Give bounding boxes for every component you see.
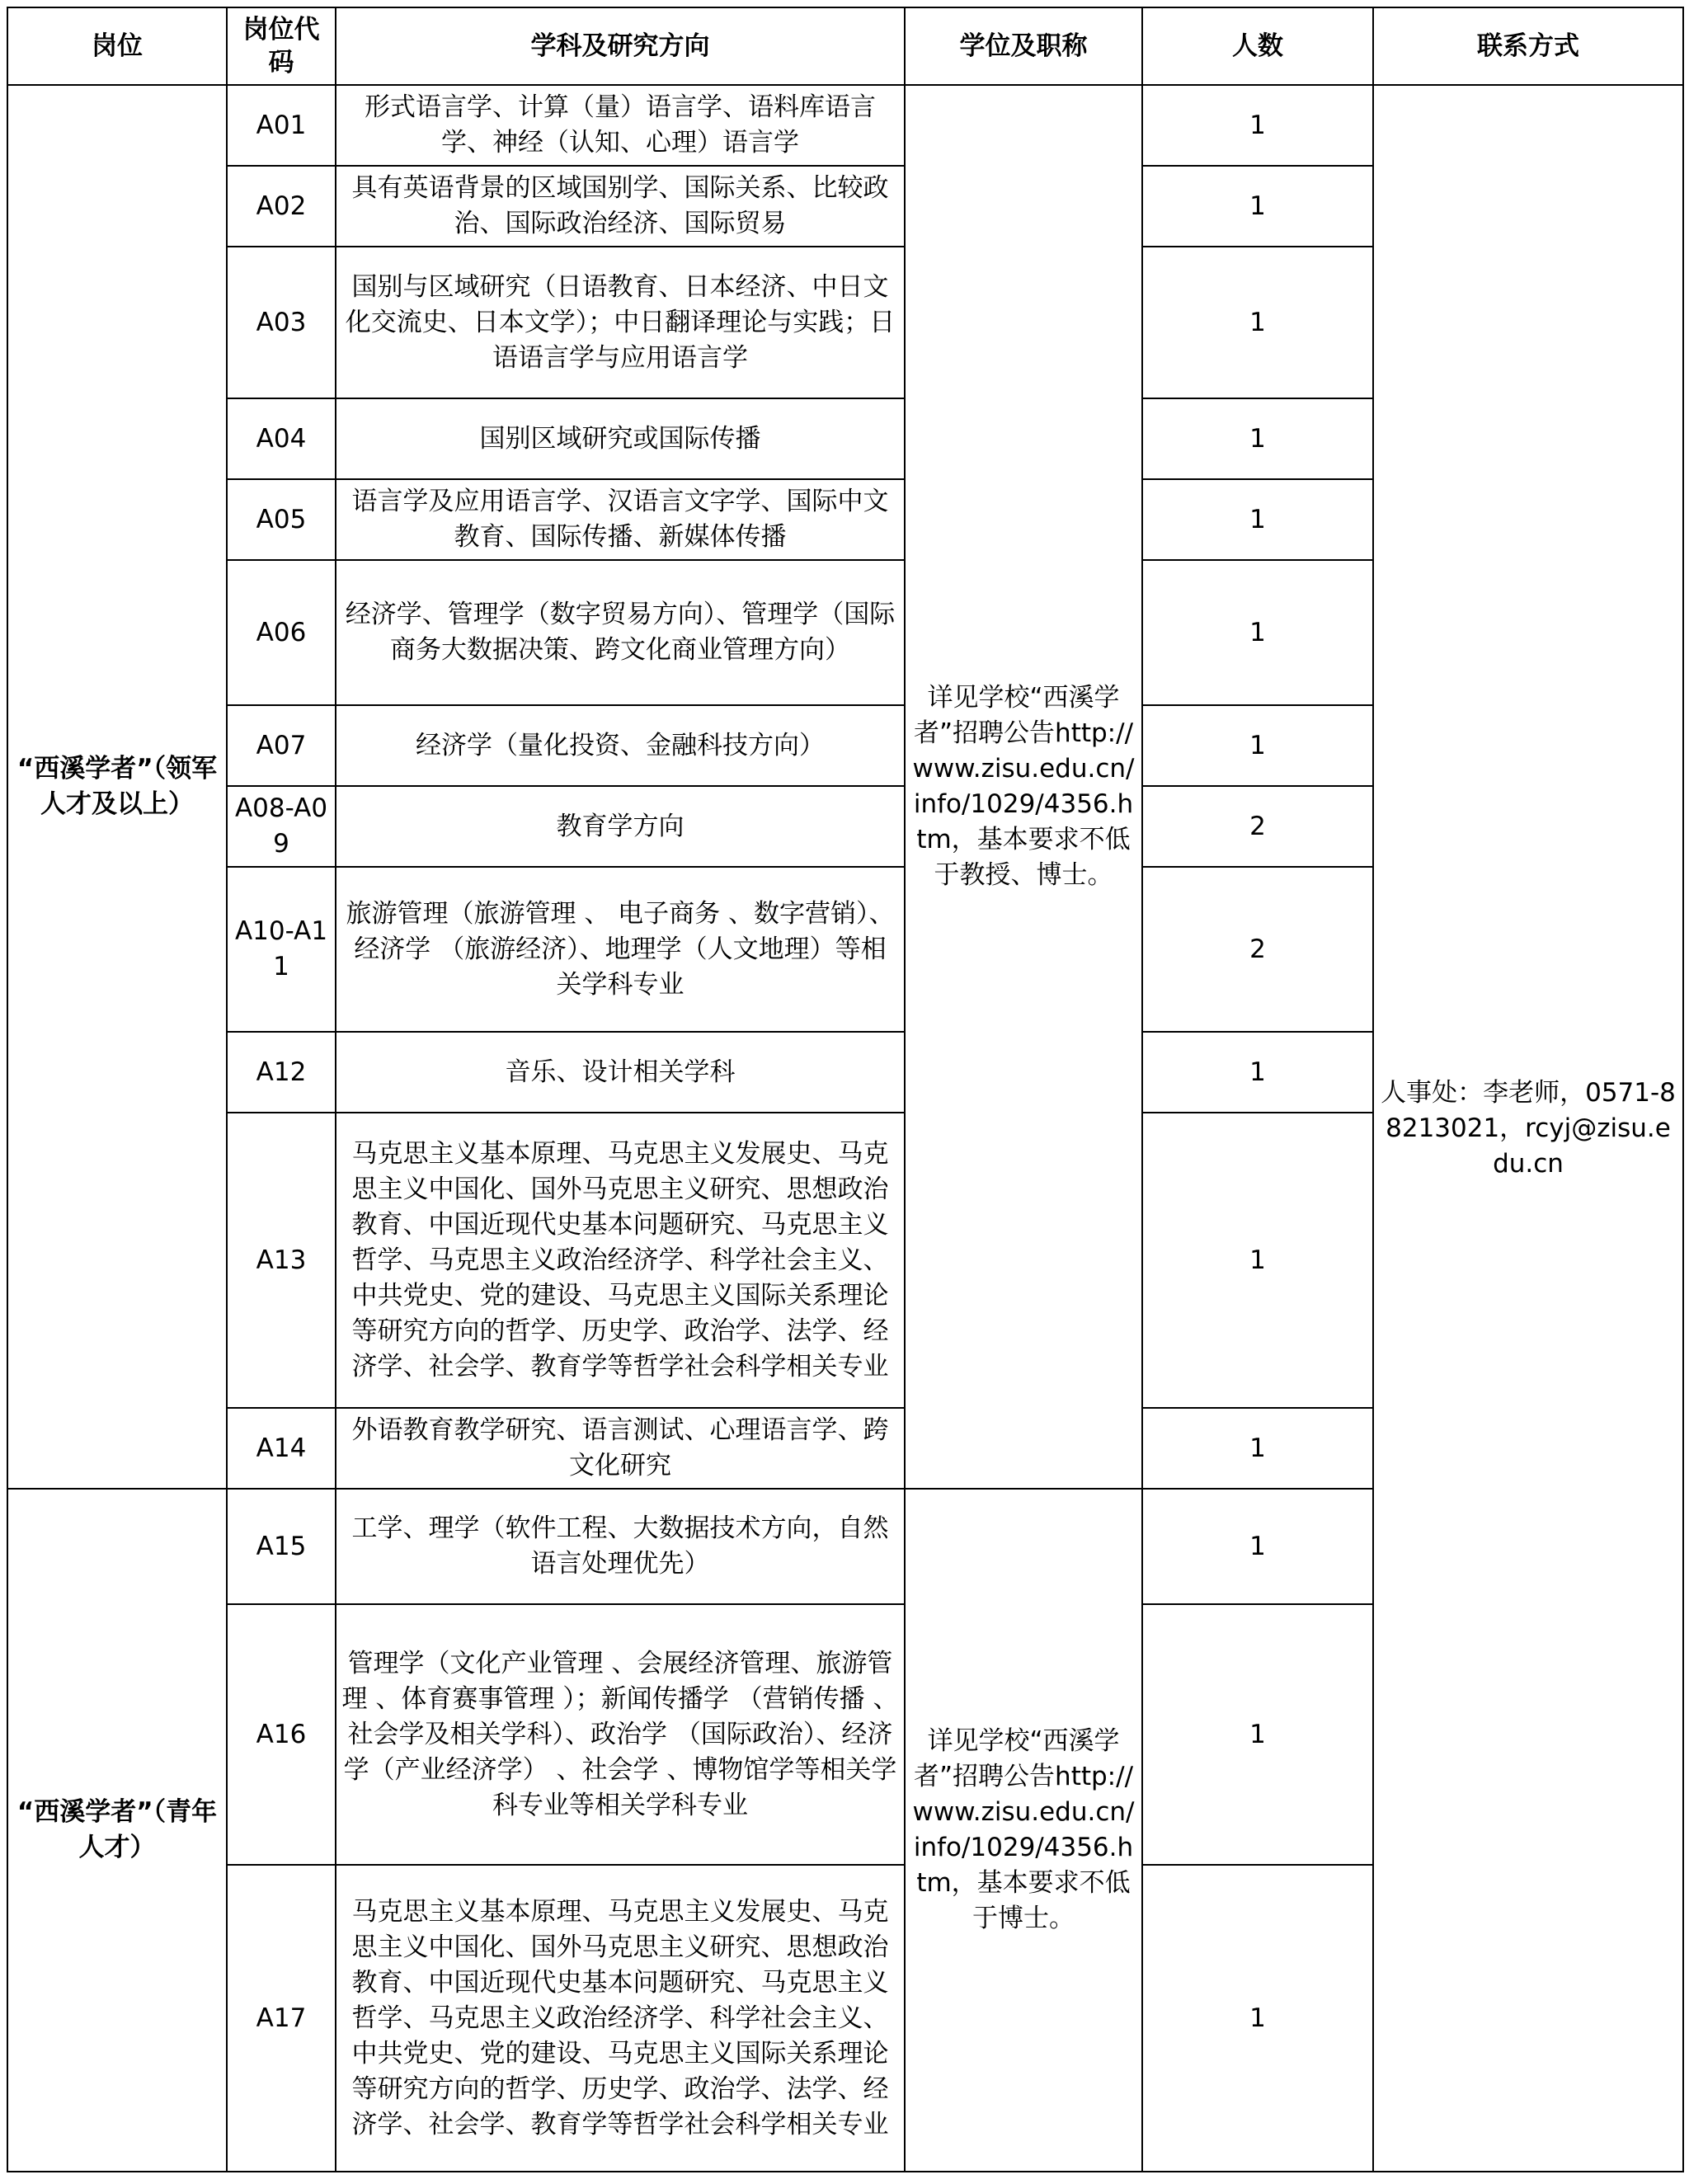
subject-cell: 工学、理学（软件工程、大数据技术方向，自然语言处理优先）	[336, 1489, 905, 1604]
subject-cell: 语言学及应用语言学、汉语言文字学、国际中文教育、国际传播、新媒体传播	[336, 479, 905, 560]
code-cell: A17	[227, 1865, 336, 2172]
requirement-cell: 详见学校“西溪学者”招聘公告http://www.zisu.edu.cn/info/1029/4356.htm，基本要求不低于博士。	[905, 1489, 1142, 2172]
header-degree: 学位及职称	[905, 7, 1142, 85]
code-cell: A02	[227, 166, 336, 247]
count-cell: 2	[1142, 867, 1373, 1032]
count-cell: 1	[1142, 1489, 1373, 1604]
code-cell: A01	[227, 85, 336, 166]
subject-cell: 外语教育教学研究、语言测试、心理语言学、跨文化研究	[336, 1408, 905, 1489]
subject-cell: 形式语言学、计算（量）语言学、语料库语言学、神经（认知、心理）语言学	[336, 85, 905, 166]
header-code: 岗位代码	[227, 7, 336, 85]
subject-cell: 国别区域研究或国际传播	[336, 398, 905, 479]
count-cell: 1	[1142, 560, 1373, 705]
contact-cell: 人事处：李老师，0571-88213021，rcyj@zisu.edu.cn	[1373, 85, 1683, 2172]
subject-cell: 经济学、管理学（数字贸易方向）、管理学（国际商务大数据决策、跨文化商业管理方向）	[336, 560, 905, 705]
code-cell: A04	[227, 398, 336, 479]
code-cell: A07	[227, 705, 336, 786]
subject-cell: 经济学（量化投资、金融科技方向）	[336, 705, 905, 786]
subject-cell: 具有英语背景的区域国别学、国际关系、比较政治、国际政治经济、国际贸易	[336, 166, 905, 247]
count-cell: 1	[1142, 1113, 1373, 1408]
code-cell: A12	[227, 1032, 336, 1113]
code-cell: A14	[227, 1408, 336, 1489]
count-cell: 1	[1142, 1408, 1373, 1489]
header-contact: 联系方式	[1373, 7, 1683, 85]
position-cell: “西溪学者”（领军人才及以上）	[7, 85, 227, 1489]
count-cell: 1	[1142, 1032, 1373, 1113]
count-cell: 1	[1142, 85, 1373, 166]
recruitment-table	[7, 7, 1684, 2172]
count-cell: 1	[1142, 247, 1373, 398]
subject-cell: 旅游管理（旅游管理 、 电子商务 、数字营销）、经济学 （旅游经济）、地理学（人文地理）等相关学科专业	[336, 867, 905, 1032]
code-cell: A10-A11	[227, 867, 336, 1032]
code-cell: A08-A09	[227, 786, 336, 867]
header-count: 人数	[1142, 7, 1373, 85]
code-cell: A15	[227, 1489, 336, 1604]
count-cell: 1	[1142, 705, 1373, 786]
count-cell: 2	[1142, 786, 1373, 867]
subject-cell: 音乐、设计相关学科	[336, 1032, 905, 1113]
subject-cell: 马克思主义基本原理、马克思主义发展史、马克思主义中国化、国外马克思主义研究、思想政治教育、中国近现代史基本问题研究、马克思主义哲学、马克思主义政治经济学、科学社会主义、中共党史、党的建设、马克思主义国际关系理论等研究方向的哲学、历史学、政治学、法学、经济学、社会学、教育学等哲学社会科学相关专业	[336, 1113, 905, 1408]
count-cell: 1	[1142, 1604, 1373, 1865]
table-row	[7, 85, 1683, 166]
code-cell: A05	[227, 479, 336, 560]
subject-cell: 国别与区域研究（日语教育、日本经济、中日文化交流史、日本文学）；中日翻译理论与实践；日语语言学与应用语言学	[336, 247, 905, 398]
count-cell: 1	[1142, 398, 1373, 479]
recruitment-table-container	[7, 7, 1684, 2172]
header-row	[7, 7, 1683, 85]
requirement-cell: 详见学校“西溪学者”招聘公告http://www.zisu.edu.cn/info/1029/4356.htm，基本要求不低于教授、博士。	[905, 85, 1142, 1489]
header-subject: 学科及研究方向	[336, 7, 905, 85]
code-cell: A06	[227, 560, 336, 705]
code-cell: A03	[227, 247, 336, 398]
count-cell: 1	[1142, 1865, 1373, 2172]
count-cell: 1	[1142, 166, 1373, 247]
header-position: 岗位	[7, 7, 227, 85]
code-cell: A16	[227, 1604, 336, 1865]
subject-cell: 马克思主义基本原理、马克思主义发展史、马克思主义中国化、国外马克思主义研究、思想政治教育、中国近现代史基本问题研究、马克思主义哲学、马克思主义政治经济学、科学社会主义、中共党史、党的建设、马克思主义国际关系理论等研究方向的哲学、历史学、政治学、法学、经济学、社会学、教育学等哲学社会科学相关专业	[336, 1865, 905, 2172]
code-cell: A13	[227, 1113, 336, 1408]
subject-cell: 教育学方向	[336, 786, 905, 867]
position-cell: “西溪学者”（青年人才）	[7, 1489, 227, 2172]
subject-cell: 管理学（文化产业管理 、会展经济管理、旅游管理 、体育赛事管理 ）；新闻传播学 （营销传播 、社会学及相关学科）、政治学 （国际政治）、经济学（产业经济学） 、社会学 、博物馆学等相关学科专业等相关学科专业	[336, 1604, 905, 1865]
count-cell: 1	[1142, 479, 1373, 560]
